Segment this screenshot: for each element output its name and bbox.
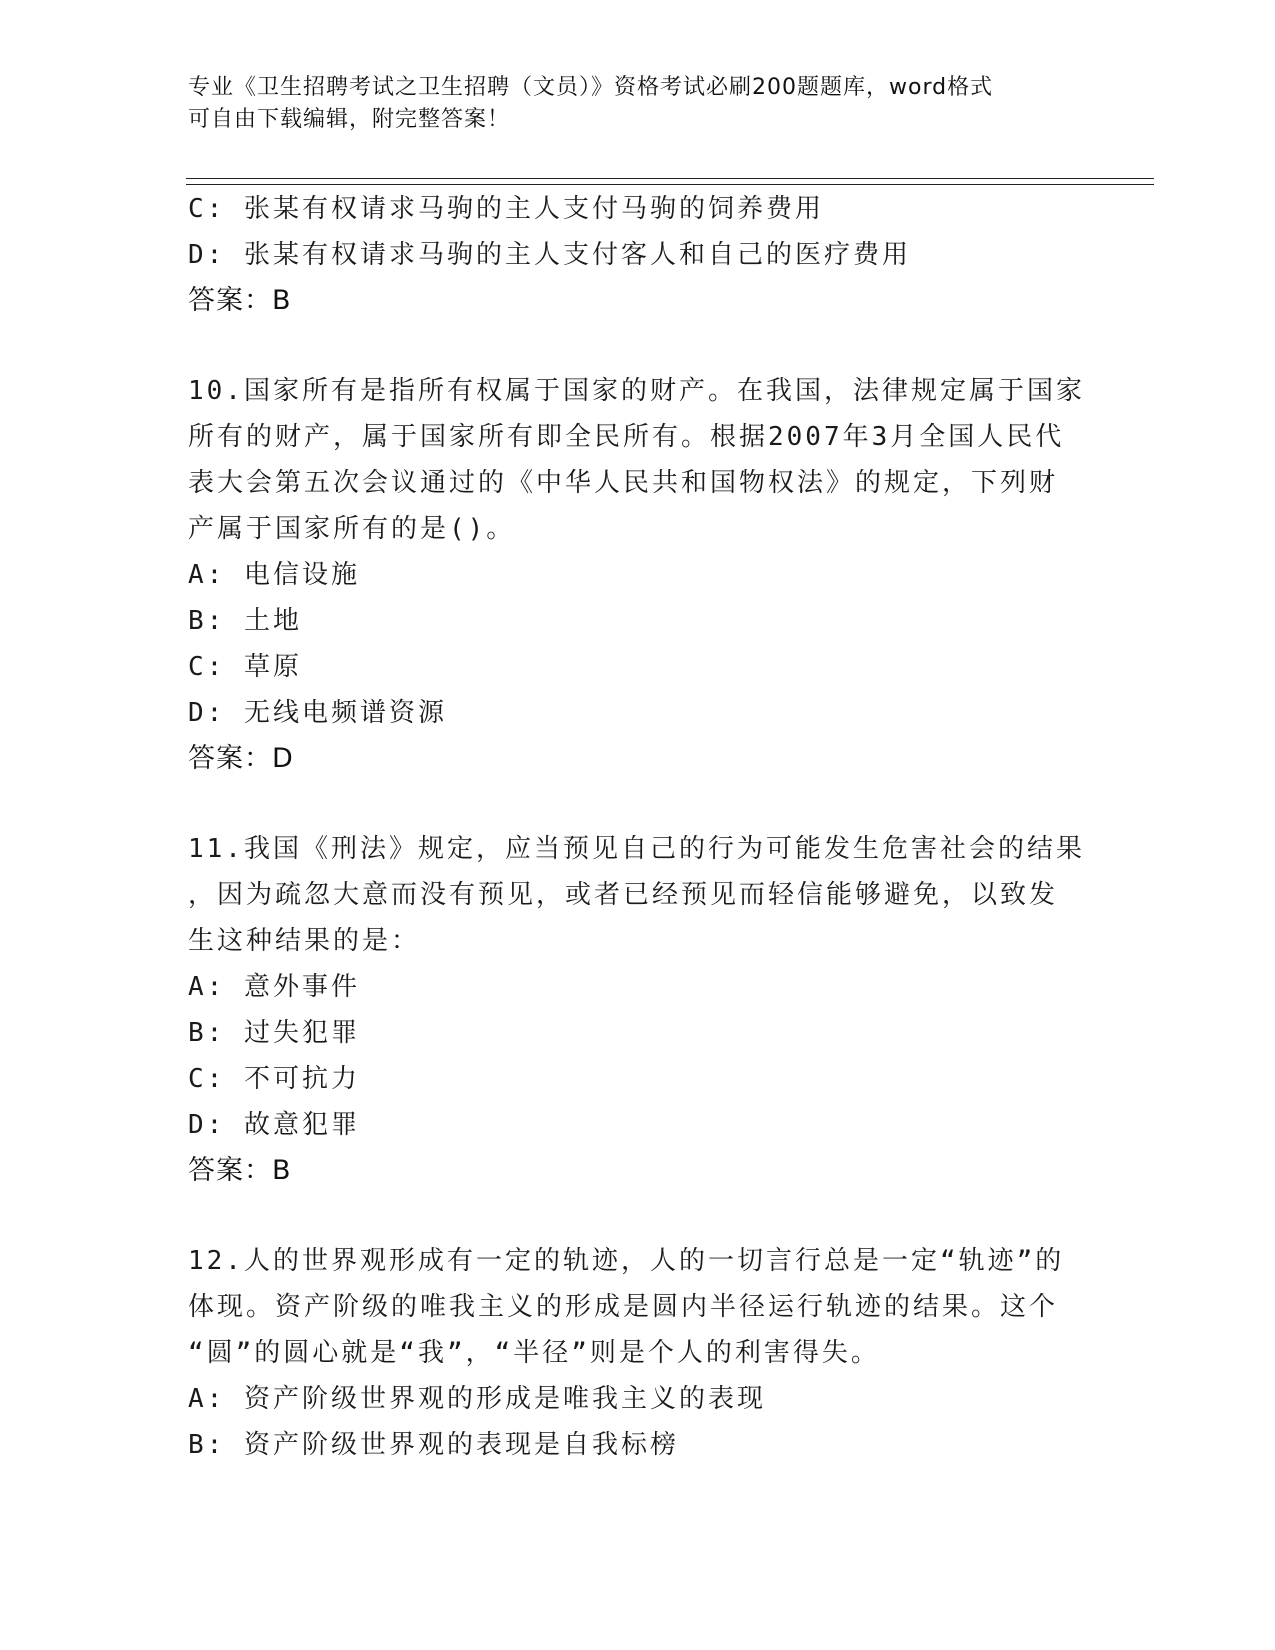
option-a: A: 资产阶级世界观的形成是唯我主义的表现 (188, 1384, 766, 1414)
question-stem-line: 12.人的世界观形成有一定的轨迹，人的一切言行总是一定“轨迹”的 (188, 1246, 1065, 1276)
spacer (188, 324, 1068, 368)
option-d: D: 故意犯罪 (188, 1110, 360, 1140)
answer: 答案：D (188, 743, 294, 774)
option-c: C: 张某有权请求马驹的主人支付马驹的饲养费用 (188, 194, 824, 224)
question-stem-line: 体现。资产阶级的唯我主义的形成是圆内半径运行轨迹的结果。这个 (188, 1292, 1059, 1322)
option-d: D: 无线电频谱资源 (188, 698, 447, 728)
option-a: A: 电信设施 (188, 560, 360, 590)
option-d: D: 张某有权请求马驹的主人支付客人和自己的医疗费用 (188, 240, 911, 270)
option-a: A: 意外事件 (188, 972, 360, 1002)
header-line-2: 可自由下载编辑，附完整答案！ (188, 107, 511, 132)
question-stem-line: “圆”的圆心就是“我”，“半径”则是个人的利害得失。 (188, 1338, 880, 1368)
question-stem-line: 所有的财产，属于国家所有即全民所有。根据2007年3月全国人民代 (188, 422, 1065, 452)
question-12 (188, 1238, 1068, 1468)
header-rule-bottom (186, 184, 1154, 185)
header-rule-top (186, 178, 1154, 179)
question-stem-line: 生这种结果的是： (188, 926, 421, 956)
spacer (188, 1194, 1068, 1238)
option-b: B: 过失犯罪 (188, 1018, 360, 1048)
question-content (188, 186, 1085, 1468)
question-stem-line: 产属于国家所有的是()。 (188, 514, 516, 544)
option-b: B: 资产阶级世界观的表现是自我标榜 (188, 1430, 679, 1460)
question-stem-line: 11.我国《刑法》规定，应当预见自己的行为可能发生危害社会的结果 (188, 834, 1085, 864)
spacer (188, 782, 1068, 826)
document-header (188, 72, 1068, 136)
question-stem-line: 10.国家所有是指所有权属于国家的财产。在我国，法律规定属于国家 (188, 376, 1085, 406)
option-c: C: 草原 (188, 652, 302, 682)
option-c: C: 不可抗力 (188, 1064, 360, 1094)
question-9-tail (188, 186, 1068, 324)
header-line-1: 专业《卫生招聘考试之卫生招聘（文员）》资格考试必刷200题题库，word格式 (188, 75, 994, 100)
question-11 (188, 826, 1085, 1194)
answer: 答案：B (188, 285, 292, 316)
question-stem-line: 表大会第五次会议通过的《中华人民共和国物权法》的规定，下列财 (188, 468, 1059, 498)
question-10 (188, 368, 1085, 782)
option-b: B: 土地 (188, 606, 302, 636)
answer: 答案：B (188, 1155, 292, 1186)
question-stem-line: ，因为疏忽大意而没有预见，或者已经预见而轻信能够避免，以致发 (188, 880, 1059, 910)
